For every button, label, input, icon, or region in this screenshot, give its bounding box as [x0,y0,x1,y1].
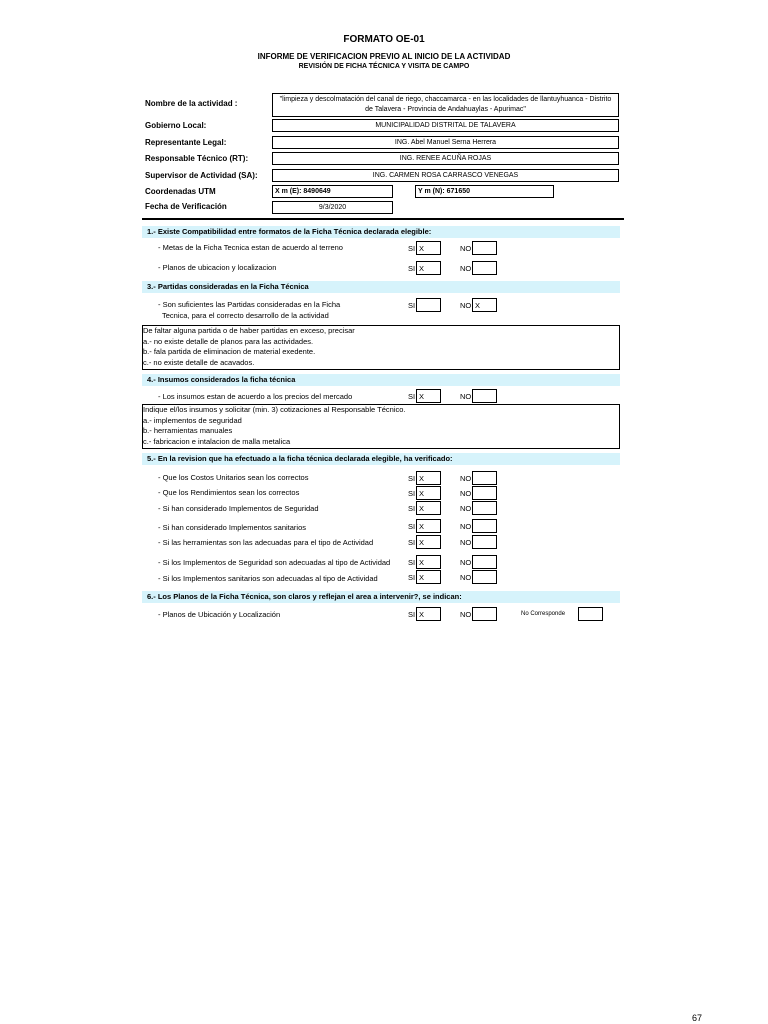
supervisor-value: ING. CARMEN ROSA CARRASCO VENEGAS [372,172,519,179]
activity-name-line2: de Talavera - Provincia de Andahuaylas - Apurimac" [365,106,526,113]
no-checkbox[interactable] [472,555,497,569]
no-label: NO [460,474,472,483]
q5-text: - Que los Rendimientos sean los correctos [158,488,300,497]
insumos-note-box[interactable] [142,404,620,449]
date-value: 9/3/2020 [318,204,347,211]
q5-text: - Si han considerado Implementos de Seguridad [158,504,319,513]
divider [142,218,624,220]
utm-y-field[interactable] [415,185,554,198]
si-label: SI [408,573,416,582]
partidas-note-line: De faltar alguna partida o de haber partidas en exceso, precisar [143,326,355,335]
no-label: NO [460,522,472,531]
section-5-header: 5.- En la revision que ha efectuado a la ficha técnica declarada elegible, ha verificado: [142,453,620,465]
si-label: SI [408,538,416,547]
section-1-header: 1.- Existe Compatibilidad entre formatos de la Ficha Técnica declarada elegible: [142,226,620,238]
si-checkbox[interactable] [416,298,441,312]
no-checkbox[interactable] [472,607,497,621]
insumos-note-line: a.- implementos de seguridad [143,415,242,425]
date-label: Fecha de Verificación [145,202,227,211]
no-checkbox[interactable] [472,501,497,515]
si-checkbox[interactable]: X [416,519,441,533]
no-label: NO [460,301,472,310]
no-checkbox[interactable] [472,389,497,403]
gov-label: Gobierno Local: [145,121,207,130]
utm-y-value: Y m (N): 671650 [418,188,471,195]
legal-label: Representante Legal: [145,138,227,147]
gov-value: MUNICIPALIDAD DISTRITAL DE TALAVERA [375,122,516,129]
partidas-note-box[interactable] [142,325,620,370]
partidas-note-line: c.- no existe detalle de acavados. [143,357,255,367]
report-title: INFORME DE VERIFICACION PREVIO AL INICIO DE LA ACTIVIDAD [257,52,511,61]
q3a-line1: - Son suficientes las Partidas consideradas en la Ficha [158,300,341,309]
q3a-line2: Tecnica, para el correcto desarrollo de la actividad [162,311,329,320]
q1a-text: - Metas de la Ficha Tecnica estan de acuerdo al terreno [158,243,343,252]
activity-name-line1: "limpieza y descolmatación del canal de riego, chaccamarca - en las localidades de llantuyhuanca - Distrito [279,96,612,103]
section-4-header: 4.- Insumos considerados la ficha técnica [142,374,620,386]
no-label: NO [460,264,472,273]
no-checkbox[interactable]: X [472,298,497,312]
si-checkbox[interactable]: X [416,570,441,584]
no-checkbox[interactable] [472,261,497,275]
si-label: SI [408,558,416,567]
no-label: NO [460,573,472,582]
si-label: SI [408,264,416,273]
supervisor-field[interactable] [272,169,619,182]
no-label: NO [460,538,472,547]
no-checkbox[interactable] [472,471,497,485]
si-checkbox[interactable]: X [416,486,441,500]
gov-field[interactable] [272,119,619,132]
q6a-text: - Planos de Ubicación y Localización [158,610,281,619]
q5-text: - Que los Costos Unitarios sean los correctos [158,473,309,482]
si-label: SI [408,522,416,531]
no-checkbox[interactable] [472,241,497,255]
supervisor-label: Supervisor de Actividad (SA): [145,171,258,180]
q5-text: - Si los Implementos de Seguridad son adecuadas al tipo de Actividad [158,558,391,567]
si-checkbox[interactable]: X [416,261,441,275]
utm-x-field[interactable] [272,185,393,198]
no-label: NO [460,489,472,498]
date-field[interactable] [272,201,393,214]
insumos-note-line: b.- herramientas manuales [143,426,233,435]
no-checkbox[interactable] [472,486,497,500]
no-label: NO [460,504,472,513]
si-label: SI [408,301,416,310]
partidas-note-line: a.- no existe detalle de planos para las actividades. [143,336,314,346]
si-label: SI [408,610,416,619]
si-label: SI [408,244,416,253]
legal-field[interactable] [272,136,619,149]
q5-text: - Si las herramientas son las adecuadas para el tipo de Actividad [158,538,374,547]
section-3-header: 3.- Partidas consideradas en la Ficha Técnica [142,281,620,293]
si-checkbox[interactable]: X [416,471,441,485]
no-corresponde-label: No Corresponde [521,611,566,617]
activity-label: Nombre de la actividad : [145,99,238,108]
utm-label: Coordenadas UTM [145,187,216,196]
activity-name-field[interactable] [272,93,619,117]
legal-value: ING. Abel Manuel Serna Herrera [394,139,497,146]
no-label: NO [460,610,472,619]
page-number: 67 [692,1013,703,1023]
tech-label: Responsable Técnico (RT): [145,154,249,163]
no-label: NO [460,558,472,567]
si-label: SI [408,474,416,483]
si-label: SI [408,392,416,401]
si-checkbox[interactable]: X [416,241,441,255]
no-label: NO [460,244,472,253]
si-checkbox[interactable]: X [416,501,441,515]
no-checkbox[interactable] [472,519,497,533]
section-6-header: 6.- Los Planos de la Ficha Técnica, son claros y reflejan el area a intervenir?, se indican: [142,591,620,603]
si-checkbox[interactable]: X [416,555,441,569]
q1b-text: - Planos de ubicacion y localizacion [158,263,277,272]
no-checkbox[interactable] [472,570,497,584]
tech-value: ING. RENEE ACUÑA ROJAS [399,155,492,162]
format-title: FORMATO OE-01 [343,34,425,45]
tech-field[interactable] [272,152,619,165]
no-checkbox[interactable] [472,535,497,549]
insumos-note-line: Indique el/los insumos y solicitar (min. 3) cotizaciones al Responsable Técnico. [143,405,406,414]
report-subtitle: REVISIÓN DE FICHA TÉCNICA Y VISITA DE CAMPO [298,63,470,70]
si-label: SI [408,489,416,498]
no-label: NO [460,392,472,401]
q5-text: - Si han considerado Implementos sanitarios [158,523,306,532]
si-checkbox[interactable]: X [416,607,441,621]
insumos-note-line: c.- fabricacion e intalacion de malla metalica [143,436,291,446]
partidas-note-line: b.- fala partida de eliminacion de material exedente. [143,347,316,356]
q4a-text: - Los insumos estan de acuerdo a los precios del mercado [158,392,353,401]
si-checkbox[interactable]: X [416,535,441,549]
no-corresponde-checkbox[interactable] [578,607,603,621]
si-label: SI [408,504,416,513]
utm-x-value: X m (E): 8490649 [275,188,331,195]
si-checkbox[interactable]: X [416,389,441,403]
q5-text: - Si los Implementos sanitarios son adecuadas al tipo de Actividad [158,574,378,583]
